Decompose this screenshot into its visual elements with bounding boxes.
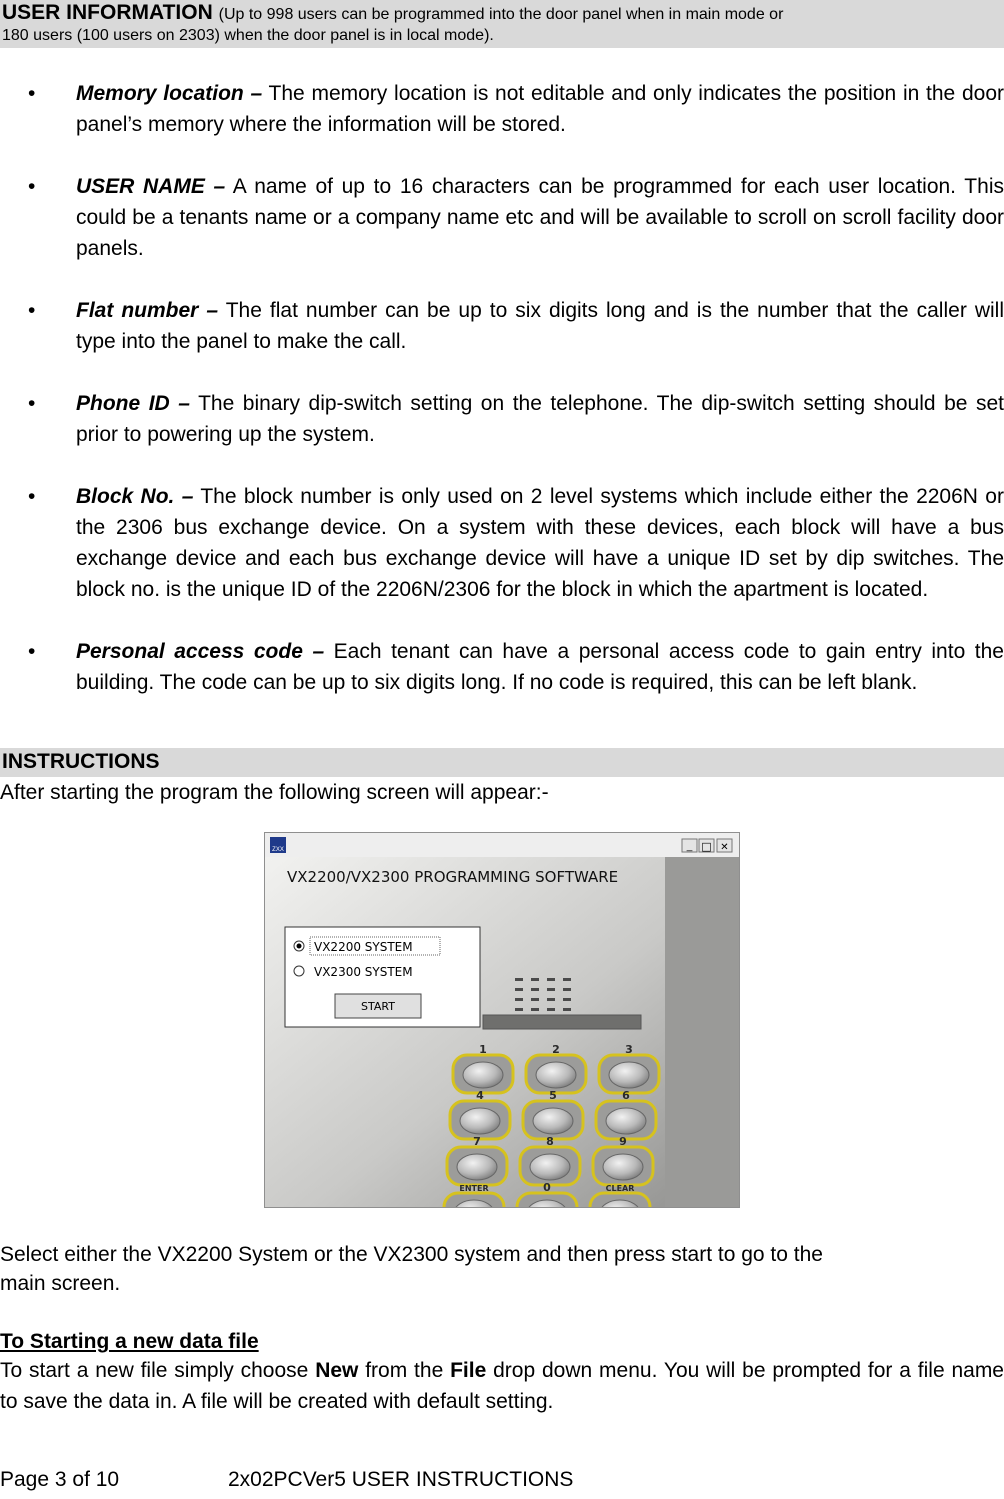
user-information-note-2: 180 users (100 users on 2303) when the door panel is in local mode). <box>2 27 494 44</box>
bullet-text: The block number is only used on 2 level systems which include either the 2206N or the 2306 bus exchange device. On a system with these devices, each block will have a bus exchange device and each bus exchange device will have a unique ID set by dip switches. The block no. is the unique ID of the 2206N/2306 for the block in which the apartment is located. <box>76 485 1004 601</box>
minimize-icon: _ <box>686 841 693 852</box>
vx2200-radio-dot <box>297 944 302 949</box>
keypad-key <box>533 1108 573 1134</box>
keypad-key-label: CLEAR <box>605 1184 635 1193</box>
instructions-header <box>0 748 1004 777</box>
bullet-user-name <box>28 171 1004 264</box>
bullet-dot-icon: • <box>28 485 36 508</box>
bullet-text: The memory location is not editable and only indicates the position in the door panel’s memory where the information will be stored. <box>76 82 1004 136</box>
vx2200-option-label[interactable]: VX2200 SYSTEM <box>314 940 413 954</box>
bullet-term: USER NAME – <box>76 175 226 198</box>
keypad-key-label: 0 <box>543 1181 551 1194</box>
vx2300-radio[interactable] <box>294 966 304 976</box>
maximize-icon: □ <box>701 840 712 853</box>
file-menu: File <box>450 1359 487 1382</box>
instructions-title: INSTRUCTIONS <box>2 750 160 773</box>
panel-edge <box>665 853 739 1207</box>
new-file-paragraph <box>0 1355 1004 1417</box>
new-file-text-1: To start a new file simply choose <box>0 1359 316 1382</box>
bullet-term: Personal access code – <box>76 640 325 663</box>
instructions-intro: After starting the program the following screen will appear:- <box>0 781 549 804</box>
keypad-key-label: 6 <box>622 1089 630 1102</box>
bullet-term: Flat number – <box>76 299 219 322</box>
bullet-text: The binary dip-switch setting on the telephone. The dip-switch setting should be set prior to powering up the system. <box>76 392 1004 446</box>
keypad-key <box>603 1154 643 1180</box>
close-icon: ✕ <box>720 842 729 853</box>
keypad-key-label: 2 <box>552 1043 560 1056</box>
new-file-heading <box>0 1326 1004 1357</box>
bullet-text: A name of up to 16 characters can be programmed for each user location. This could be a tenants name or a company name etc and will be available to scroll on scroll facility door panels. <box>76 175 1004 260</box>
software-title: VX2200/VX2300 PROGRAMMING SOFTWARE <box>287 868 619 886</box>
new-file-text-2: from the <box>358 1359 451 1382</box>
bullet-term: Block No. – <box>76 485 194 508</box>
select-instruction-line-2: main screen. <box>0 1272 121 1295</box>
select-instruction-line-1: Select either the VX2200 System or the VX2300 system and then press start to go to the <box>0 1243 823 1266</box>
titlebar <box>265 833 739 857</box>
new-menu-item: New <box>315 1359 359 1382</box>
screenshot-graphic <box>265 833 739 1207</box>
bullet-dot-icon: • <box>28 640 36 663</box>
keypad-key <box>609 1062 649 1088</box>
bullet-dot-icon: • <box>28 82 36 105</box>
new-file-heading-text: To Starting a new data file <box>0 1330 259 1353</box>
bullet-dot-icon: • <box>28 392 36 415</box>
document-title: 2x02PCVer5 USER INSTRUCTIONS <box>228 1468 574 1491</box>
bullet-dot-icon: • <box>28 299 36 322</box>
user-information-title-line <box>2 1 783 25</box>
keypad-key-label: 1 <box>479 1043 487 1056</box>
software-screenshot <box>264 832 740 1208</box>
keypad-key-label: 9 <box>619 1135 627 1148</box>
bullet-block-no <box>28 481 1004 605</box>
keypad <box>444 1043 659 1207</box>
user-information-header <box>0 0 1004 48</box>
keypad-key-label: 5 <box>549 1089 557 1102</box>
start-button-label: START <box>361 1000 395 1013</box>
bullet-dot-icon: • <box>28 175 36 198</box>
bullet-term: Memory location – <box>76 82 263 105</box>
bullet-phone-id <box>28 388 1004 450</box>
bullet-text: Each tenant can have a personal access code to gain entry into the building. The code can be up to six digits long. If no code is required, this can be left blank. <box>76 640 1004 694</box>
field-description-list <box>0 78 1004 729</box>
bullet-flat-number <box>28 295 1004 357</box>
keypad-key <box>463 1062 503 1088</box>
keypad-key-label: 4 <box>476 1089 484 1102</box>
keypad-key <box>536 1062 576 1088</box>
display-slot <box>483 1015 641 1029</box>
bullet-term: Phone ID – <box>76 392 190 415</box>
keypad-key <box>530 1154 570 1180</box>
page-number: Page 3 of 10 <box>0 1468 120 1491</box>
user-information-note-1: (Up to 998 users can be programmed into the door panel when in main mode or <box>218 6 784 23</box>
keypad-key-label: 7 <box>473 1135 481 1148</box>
keypad-key-label: 8 <box>546 1135 554 1148</box>
new-file-text-3: drop down menu. You will be prompted for a file name to save the data in. A file will be created with default setting. <box>0 1359 1004 1413</box>
bullet-personal-access-code <box>28 636 1004 698</box>
keypad-key <box>460 1108 500 1134</box>
keypad-key-label: ENTER <box>459 1184 489 1193</box>
app-icon-label: ZXX <box>272 847 284 853</box>
vx2300-option-label[interactable]: VX2300 SYSTEM <box>314 965 413 979</box>
bullet-text: The flat number can be up to six digits long and is the number that the caller will type into the panel to make the call. <box>76 299 1004 353</box>
keypad-key <box>457 1154 497 1180</box>
bullet-memory-location <box>28 78 1004 140</box>
user-information-title: USER INFORMATION <box>2 1 213 24</box>
keypad-key-label: 3 <box>625 1043 633 1056</box>
keypad-key <box>606 1108 646 1134</box>
